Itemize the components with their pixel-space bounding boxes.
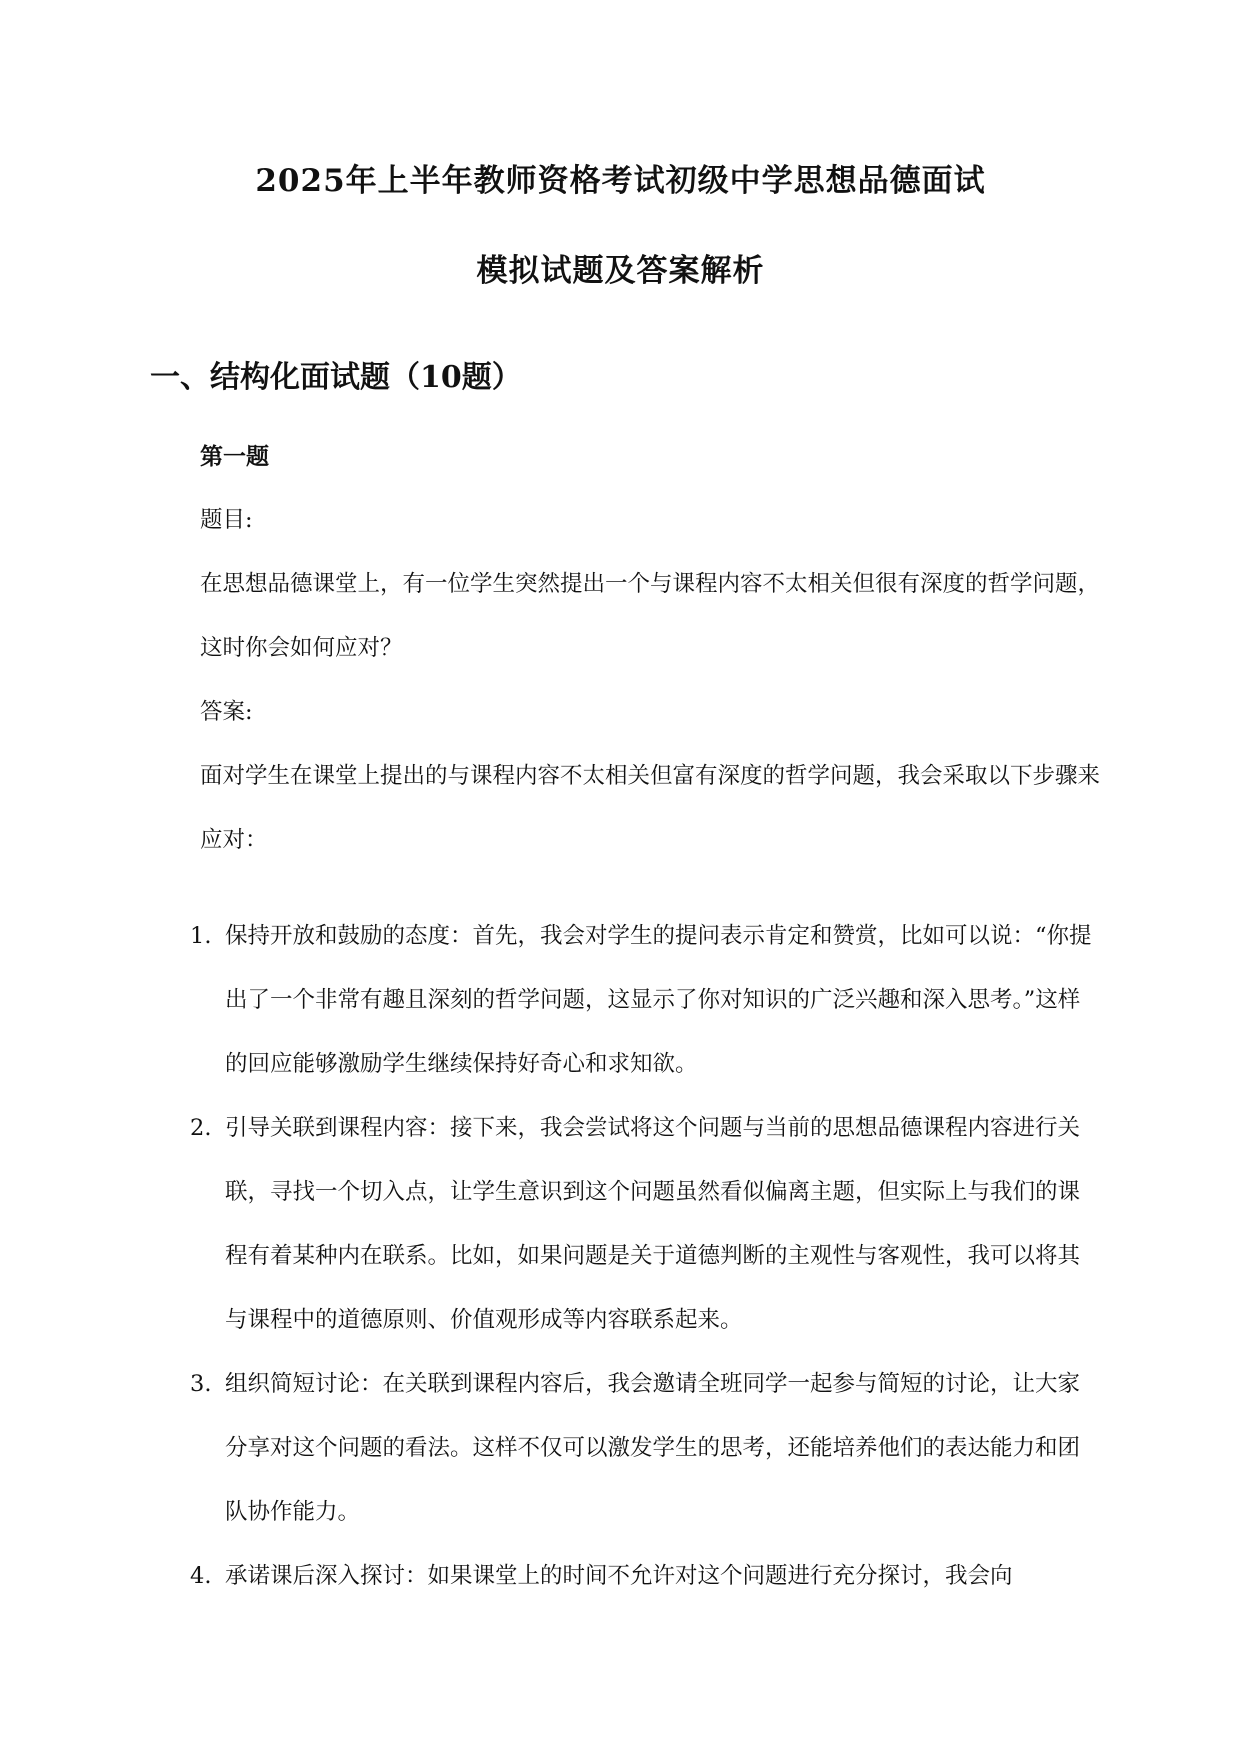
answer-step-list	[190, 904, 1100, 1096]
answer-step	[190, 904, 1100, 1096]
answer-intro: 面对学生在课堂上提出的与课程内容不太相关但富有深度的哲学问题，我会采取以下步骤来应对：	[200, 763, 1101, 853]
answer-step	[190, 1096, 1100, 1352]
answer-step	[190, 1352, 1100, 1544]
answer-step	[190, 1544, 1100, 1608]
document-title-line1: 2025年上半年教师资格考试初级中学思想品德面试	[255, 163, 986, 199]
step-text: 引导关联到课程内容：接下来，我会尝试将这个问题与当前的思想品德课程内容进行关联，寻找一个切入点，让学生意识到这个问题虽然看似偏离主题，但实际上与我们的课程有着某种内在联系。比如，如果问题是关于道德判断的主观性与客观性，我可以将其与课程中的道德原则、价值观形成等内容联系起来。	[225, 1115, 1081, 1333]
step-text: 保持开放和鼓励的态度：首先，我会对学生的提问表示肯定和赞赏，比如可以说：“你提出了一个非常有趣且深刻的哲学问题，这显示了你对知识的广泛兴趣和深入思考。”这样的回应能够激励学生继续保持好奇心和求知欲。	[225, 923, 1092, 1077]
question-label: 题目:	[200, 507, 253, 533]
answer-label: 答案:	[200, 699, 253, 725]
question-heading: 第一题	[200, 443, 269, 470]
step-number: 4.	[190, 1563, 212, 1589]
document-title-line2: 模拟试题及答案解析	[476, 253, 765, 289]
step-number: 2.	[190, 1115, 212, 1141]
answer-step-list	[190, 1544, 1100, 1608]
section-heading: 一、结构化面试题（10题）	[150, 360, 522, 395]
step-number: 1.	[190, 923, 212, 949]
answer-step-list	[190, 1096, 1100, 1352]
step-text: 组织简短讨论：在关联到课程内容后，我会邀请全班同学一起参与简短的讨论，让大家分享对这个问题的看法。这样不仅可以激发学生的思考，还能培养他们的表达能力和团队协作能力。	[225, 1371, 1081, 1525]
step-text: 承诺课后深入探讨：如果课堂上的时间不允许对这个问题进行充分探讨，我会向	[225, 1563, 1013, 1589]
step-number: 3.	[190, 1371, 212, 1397]
answer-step-list	[190, 1352, 1100, 1544]
question-text: 在思想品德课堂上，有一位学生突然提出一个与课程内容不太相关但很有深度的哲学问题，这时你会如何应对？	[200, 571, 1101, 661]
